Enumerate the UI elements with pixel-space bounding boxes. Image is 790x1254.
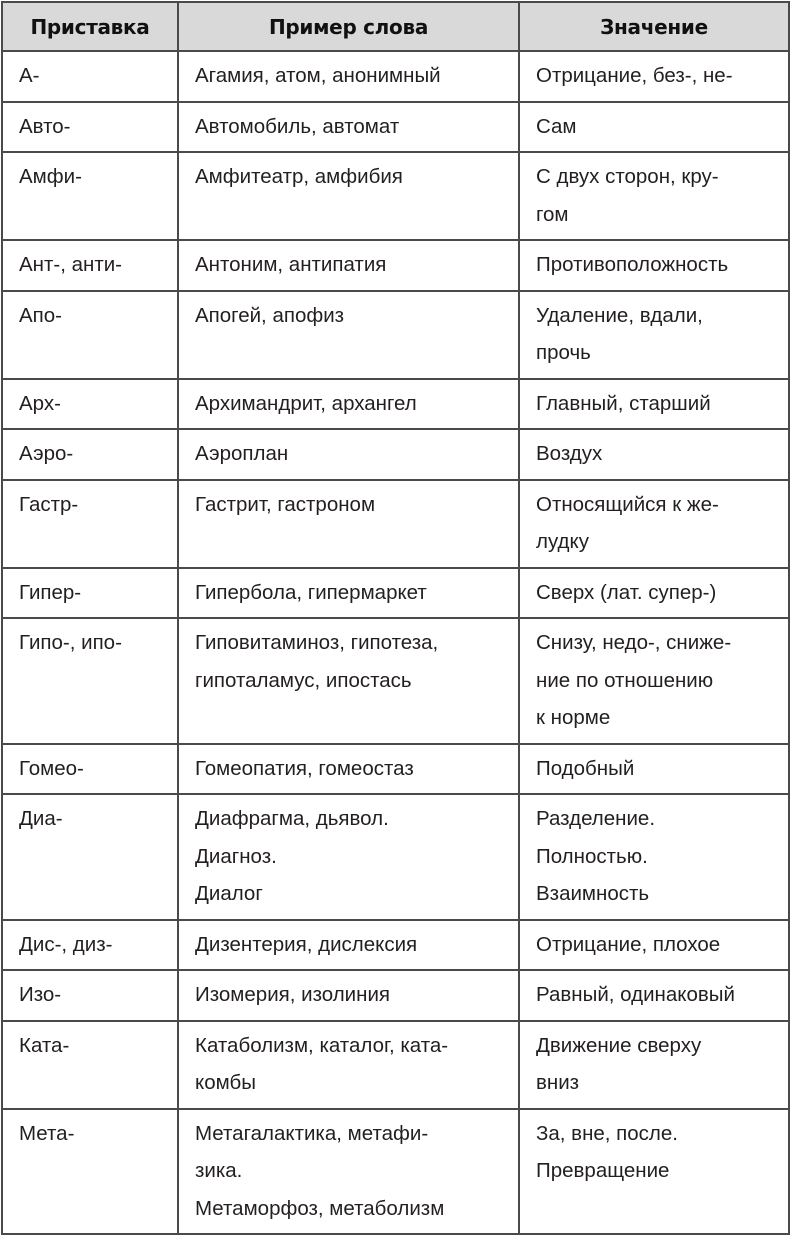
header-row (2, 2, 789, 51)
table-row (2, 379, 789, 430)
example-line: Апогей, апофиз (195, 303, 345, 327)
example-line: Дизентерия, дислексия (195, 932, 418, 956)
meaning-line: Полностью. (536, 844, 648, 868)
example-line: Аэроплан (195, 442, 289, 465)
meaning-line: Противоположность (536, 253, 729, 276)
cell-meaning (519, 480, 789, 568)
meaning-line: лудку (536, 530, 589, 553)
cell-prefix (2, 1109, 178, 1235)
meaning-line: Воздух (536, 442, 603, 465)
cell-prefix (2, 480, 178, 568)
example-line: Архимандрит, архангел (195, 391, 417, 415)
example-line: Метагалактика, метафи- (195, 1121, 429, 1145)
table-row (2, 51, 789, 102)
example-line: Изомерия, изолиния (195, 983, 391, 1006)
example-line: Антоним, антипатия (195, 253, 387, 276)
table-row (2, 744, 789, 795)
example-line: гипоталамус, ипостась (195, 668, 412, 692)
header-meaning: Значение (519, 2, 789, 51)
example-line: Амфитеатр, амфибия (195, 165, 403, 188)
example-line: Гипербола, гипермаркет (195, 580, 427, 604)
prefix-text: Гипер- (19, 580, 82, 604)
table-row (2, 480, 789, 568)
prefix-text: Арх- (19, 391, 61, 415)
prefix-text: Дис-, диз- (19, 932, 113, 956)
meaning-line: С двух сторон, кру- (536, 165, 719, 188)
prefix-text: Апо- (19, 303, 63, 327)
cell-meaning (519, 1021, 789, 1109)
prefix-text: Аэро- (19, 442, 74, 465)
prefix-text: Ант-, анти- (19, 253, 122, 276)
meaning-line: Взаимность (536, 882, 650, 905)
cell-examples (178, 152, 519, 240)
cell-prefix (2, 102, 178, 153)
table-row (2, 152, 789, 240)
meaning-line: За, вне, после. (536, 1121, 678, 1145)
cell-examples (178, 480, 519, 568)
cell-prefix (2, 152, 178, 240)
example-line: Диагноз. (195, 844, 277, 868)
cell-meaning (519, 102, 789, 153)
meaning-line: Разделение. (536, 807, 656, 830)
cell-meaning (519, 1109, 789, 1235)
table-row (2, 618, 789, 744)
cell-examples (178, 568, 519, 619)
header-example: Пример слова (178, 2, 519, 51)
prefix-text: Ката- (19, 1033, 70, 1057)
cell-examples (178, 429, 519, 480)
example-line: Метаморфоз, метаболизм (195, 1196, 445, 1220)
prefix-text: Амфи- (19, 165, 82, 188)
cell-prefix (2, 568, 178, 619)
meaning-line: Главный, старший (536, 391, 711, 415)
meaning-line: Снизу, недо-, сниже- (536, 631, 732, 654)
prefix-text: Изо- (19, 983, 62, 1006)
cell-meaning (519, 152, 789, 240)
cell-examples (178, 291, 519, 379)
prefix-text: Диа- (19, 807, 63, 830)
cell-examples (178, 618, 519, 744)
cell-examples (178, 920, 519, 971)
cell-meaning (519, 920, 789, 971)
meaning-line: Удаление, вдали, (536, 303, 703, 327)
prefix-table (1, 1, 790, 1235)
prefix-text: Авто- (19, 114, 71, 138)
table-row (2, 1021, 789, 1109)
cell-examples (178, 1109, 519, 1235)
cell-prefix (2, 744, 178, 795)
cell-prefix (2, 379, 178, 430)
table-row (2, 568, 789, 619)
example-line: Автомобиль, автомат (195, 114, 400, 138)
table-row (2, 920, 789, 971)
cell-examples (178, 794, 519, 920)
cell-prefix (2, 618, 178, 744)
meaning-line: гом (536, 202, 569, 226)
table-row (2, 429, 789, 480)
table-row (2, 291, 789, 379)
cell-examples (178, 379, 519, 430)
cell-meaning (519, 744, 789, 795)
cell-prefix (2, 1021, 178, 1109)
cell-meaning (519, 291, 789, 379)
meaning-line: к норме (536, 706, 611, 729)
meaning-line: вниз (536, 1071, 580, 1094)
meaning-line: Относящийся к же- (536, 492, 719, 516)
cell-meaning (519, 240, 789, 291)
meaning-line: Движение сверху (536, 1033, 702, 1057)
prefix-text: Гастр- (19, 492, 79, 516)
cell-meaning (519, 379, 789, 430)
cell-meaning (519, 618, 789, 744)
example-line: Диалог (195, 882, 263, 905)
cell-prefix (2, 291, 178, 379)
cell-prefix (2, 429, 178, 480)
cell-examples (178, 970, 519, 1021)
example-line: Агамия, атом, анонимный (195, 64, 441, 87)
prefix-text: Мета- (19, 1121, 75, 1145)
prefix-text: Гомео- (19, 756, 84, 780)
meaning-line: Превращение (536, 1159, 670, 1182)
table-row (2, 102, 789, 153)
cell-meaning (519, 794, 789, 920)
table-body (2, 51, 789, 1234)
prefix-text: Гипо-, ипо- (19, 631, 122, 654)
cell-examples (178, 1021, 519, 1109)
meaning-line: Равный, одинаковый (536, 983, 735, 1006)
prefix-text: А- (19, 64, 40, 87)
cell-prefix (2, 240, 178, 291)
meaning-line: Подобный (536, 756, 635, 780)
table-row (2, 970, 789, 1021)
cell-meaning (519, 568, 789, 619)
meaning-line: Сверх (лат. супер-) (536, 580, 717, 604)
cell-examples (178, 102, 519, 153)
header-prefix: Приставка (2, 2, 178, 51)
example-line: зика. (195, 1159, 243, 1182)
meaning-line: прочь (536, 341, 591, 364)
table-row (2, 794, 789, 920)
example-line: Катаболизм, каталог, ката- (195, 1033, 449, 1057)
example-line: комбы (195, 1071, 256, 1094)
table-row (2, 240, 789, 291)
cell-meaning (519, 51, 789, 102)
cell-examples (178, 51, 519, 102)
cell-meaning (519, 970, 789, 1021)
meaning-line: ние по отношению (536, 668, 714, 692)
cell-examples (178, 240, 519, 291)
example-line: Гастрит, гастроном (195, 492, 376, 516)
cell-prefix (2, 51, 178, 102)
example-line: Гиповитаминоз, гипотеза, (195, 631, 439, 654)
cell-examples (178, 744, 519, 795)
cell-prefix (2, 970, 178, 1021)
cell-prefix (2, 920, 178, 971)
cell-meaning (519, 429, 789, 480)
meaning-line: Отрицание, без-, не- (536, 64, 733, 87)
table-row (2, 1109, 789, 1235)
meaning-line: Отрицание, плохое (536, 932, 721, 956)
example-line: Диафрагма, дьявол. (195, 807, 389, 830)
cell-prefix (2, 794, 178, 920)
meaning-line: Сам (536, 114, 577, 138)
example-line: Гомеопатия, гомеостаз (195, 756, 414, 780)
